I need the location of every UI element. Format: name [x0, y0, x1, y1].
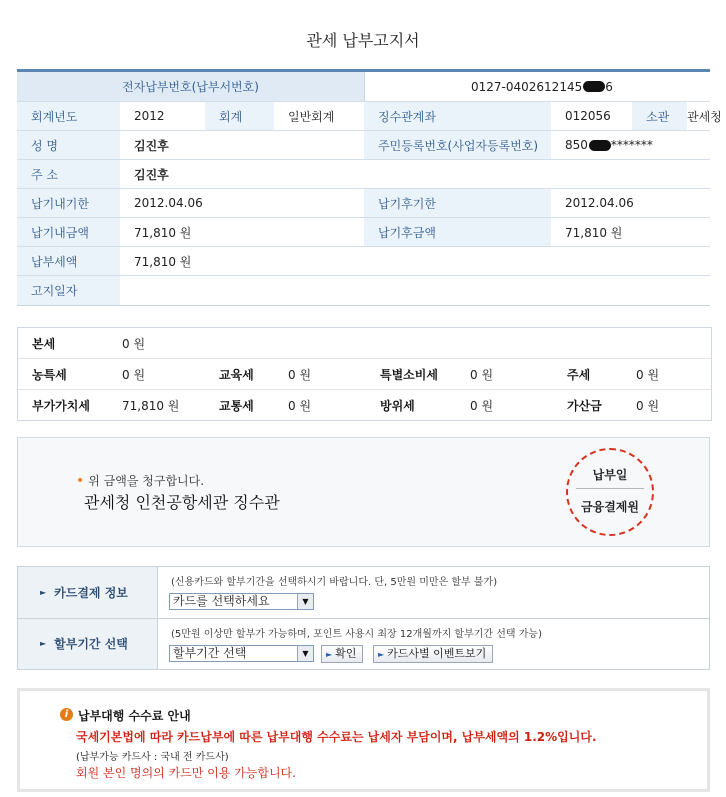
arrow-right-icon: ► — [40, 639, 47, 648]
confirm-button-label: 확인 — [335, 647, 357, 660]
collector-name: 관세청 인천공항세관 징수관 — [84, 493, 280, 512]
payment-stamp — [566, 448, 654, 536]
address-value: 김진후 — [120, 160, 710, 188]
account-label: 회계 — [205, 102, 274, 130]
after-due-date-value: 2012.04.06 — [551, 189, 710, 217]
penalty-value: 0 원 — [636, 398, 660, 413]
name-value: 김진후 — [120, 131, 364, 159]
rrn-suffix: ******* — [610, 138, 653, 152]
epay-suffix: 6 — [605, 79, 613, 94]
base-tax-label: 본세 — [18, 328, 108, 358]
bullet-icon: • — [76, 473, 85, 489]
tax-row-1 — [18, 328, 711, 359]
notice-date-row — [17, 276, 710, 305]
account-value: 일반회계 — [274, 102, 364, 130]
fee-title: 납부대행 수수료 안내 — [78, 709, 191, 723]
epay-number: 0127-0402612145 — [471, 79, 583, 94]
rrn-value — [551, 131, 710, 159]
office-label: 소관 — [632, 102, 687, 130]
stamp-payment-date: 납부일 — [592, 468, 628, 482]
year-row — [17, 102, 722, 131]
edu-tax-value: 0 원 — [288, 367, 312, 382]
tax-amount-label: 납부세액 — [17, 247, 120, 275]
farm-tax-label: 농특세 — [18, 359, 108, 389]
card-info-label — [18, 567, 157, 618]
card-info-text: 카드결제 정보 — [54, 586, 128, 600]
dropdown-arrow-icon[interactable]: ▼ — [297, 646, 313, 661]
name-row — [17, 131, 710, 160]
address-label: 주 소 — [17, 160, 120, 188]
tax-row-3 — [18, 390, 711, 420]
office-value: 관세청 — [687, 102, 710, 130]
card-payment-box — [17, 566, 710, 670]
claim-text — [76, 472, 204, 489]
rrn-label: 주민등록번호(사업자등록번호) — [364, 131, 551, 159]
traffic-tax-label: 교통세 — [205, 390, 274, 420]
epay-row — [17, 72, 710, 102]
year-value: 2012 — [120, 102, 205, 130]
address-row — [17, 160, 710, 189]
tax-breakdown-table — [17, 327, 712, 421]
collect-account-label: 징수관계좌 — [364, 102, 551, 130]
fee-line-3: 회원 본인 명의의 카드만 이용 가능합니다. — [76, 766, 296, 780]
name-label: 성 명 — [17, 131, 120, 159]
triangle-right-icon: ► — [378, 650, 385, 659]
vat-value: 71,810 원 — [122, 398, 180, 413]
defense-tax-value: 0 원 — [470, 398, 494, 413]
arrow-right-icon: ► — [40, 588, 47, 597]
card-event-button[interactable] — [373, 645, 493, 663]
due-date-label: 납기내기한 — [17, 189, 120, 217]
edu-tax-label: 교육세 — [205, 359, 274, 389]
fee-notice-box — [17, 688, 710, 792]
traffic-tax-value: 0 원 — [288, 398, 312, 413]
stamp-divider — [576, 488, 644, 489]
claim-box — [17, 437, 710, 547]
installment-text: 할부기간 선택 — [54, 637, 128, 651]
base-tax-value: 0 원 — [122, 336, 146, 351]
tax-amount-row — [17, 247, 710, 276]
dropdown-arrow-icon[interactable]: ▼ — [297, 594, 313, 609]
card-note: (신용카드와 할부기간을 선택하시기 바랍니다. 단, 5만원 미만은 할부 불가) — [171, 577, 498, 588]
stamp-org: 금융결제원 — [581, 500, 639, 514]
defense-tax-label: 방위세 — [366, 390, 456, 420]
bill-info-table — [17, 69, 722, 306]
tax-row-2 — [18, 359, 711, 390]
epay-label: 전자납부번호(납부서번호) — [17, 72, 364, 101]
rrn-prefix: 850 — [565, 138, 588, 152]
page-title: 관세 납부고지서 — [306, 31, 420, 50]
card-select[interactable] — [169, 593, 314, 610]
triangle-right-icon: ► — [326, 650, 333, 659]
farm-tax-value: 0 원 — [122, 367, 146, 382]
due-date-row — [17, 189, 710, 218]
due-amount-row — [17, 218, 710, 247]
claim-line: 위 금액을 청구합니다. — [88, 474, 205, 488]
installment-select-value: 할부기간 선택 — [173, 646, 247, 660]
installment-note: (5만원 이상만 할부가 가능하며, 포인트 사용시 최장 12개월까지 할부기간 선택 가능) — [171, 629, 542, 640]
installment-select[interactable] — [169, 645, 314, 662]
special-tax-value: 0 원 — [470, 367, 494, 382]
installment-label — [18, 618, 157, 669]
epay-value — [364, 72, 710, 101]
card-event-button-label: 카드사별 이벤트보기 — [387, 647, 487, 660]
notice-date-label: 고지일자 — [17, 276, 120, 305]
vat-label: 부가가치세 — [18, 390, 108, 420]
card-select-value: 카드를 선택하세요 — [173, 594, 270, 608]
due-date-value: 2012.04.06 — [120, 189, 364, 217]
tax-amount-value: 71,810 원 — [120, 247, 710, 275]
redaction-mask — [583, 81, 605, 92]
info-icon: i — [60, 708, 73, 721]
liquor-tax-value: 0 원 — [636, 367, 660, 382]
year-label: 회계년도 — [17, 102, 120, 130]
card-divider — [18, 618, 709, 619]
redaction-mask — [589, 140, 611, 151]
collect-account-value: 012056 — [551, 102, 632, 130]
penalty-label: 가산금 — [553, 390, 622, 420]
fee-line-2: (납부가능 카드사 : 국내 전 카드사) — [76, 752, 229, 763]
after-amount-value: 71,810 원 — [551, 218, 710, 246]
due-amount-value: 71,810 원 — [120, 218, 364, 246]
confirm-button[interactable] — [321, 645, 363, 663]
special-tax-label: 특별소비세 — [366, 359, 456, 389]
liquor-tax-label: 주세 — [553, 359, 622, 389]
after-due-date-label: 납기후기한 — [364, 189, 551, 217]
fee-line-1: 국세기본법에 따라 카드납부에 따른 납부대행 수수료는 납세자 부담이며, 납부세액의 1.2%입니다. — [76, 730, 597, 744]
after-amount-label: 납기후금액 — [364, 218, 551, 246]
due-amount-label: 납기내금액 — [17, 218, 120, 246]
notice-date-value — [120, 276, 710, 305]
